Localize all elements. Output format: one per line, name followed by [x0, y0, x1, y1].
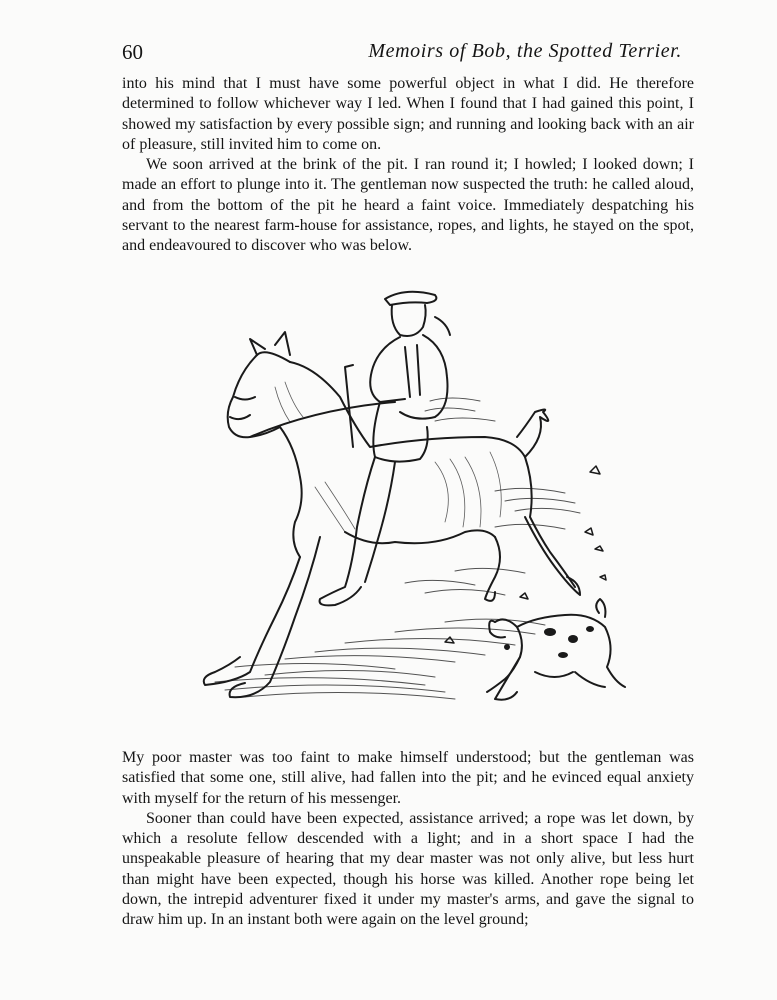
bottom-text-block — [122, 748, 694, 931]
rider — [320, 292, 450, 606]
paragraph: into his mind that I must have some powerful object in what I did. He therefore determined to follow whichever way I led. When I found that I had gained this point, I showed my satisfaction by every possible sign; and running and looking back with an air of pleasure, still invited him to come on. — [122, 75, 694, 153]
paragraph: Sooner than could have been expected, assistance arrived; a rope was let down, by which a resolute fellow descended with a light; and in a short space I had the unspeakable pleasure of hearing that my dear master was not only alive, but less hurt than might have been expected, though his horse was killed. Another rope being let down, the intrepid adventurer fixed it under my master's arms, and gave the signal to draw him up. In an instant both were again on the level ground; — [122, 809, 694, 929]
terrier-spots — [504, 626, 594, 658]
top-text-block — [122, 74, 694, 257]
running-title: Memoirs of Bob, the Spotted Terrier. — [368, 40, 682, 62]
page-number: 60 — [122, 40, 143, 64]
paragraph: We soon arrived at the brink of the pit. I ran round it; I howled; I looked down; I made an effort to plunge into it. The gentleman now suspected the truth: he called aloud, and from the bottom of the pit he heard a faint voice. Immediately despatching his servant to the nearest farm-house for assistance, ropes, and lights, he stayed on the spot, and endeavoured to discover who was below. — [122, 156, 694, 255]
horse-shading — [275, 382, 501, 532]
paragraph: My poor master was too faint to make himself understood; but the gentleman was satisfied that some one, still alive, had fallen into the pit; and he evinced equal anxiety with myself for the return of his messenger. — [122, 749, 694, 807]
page-header — [122, 40, 694, 66]
horseman-illustration — [195, 287, 635, 712]
horse — [204, 332, 580, 697]
